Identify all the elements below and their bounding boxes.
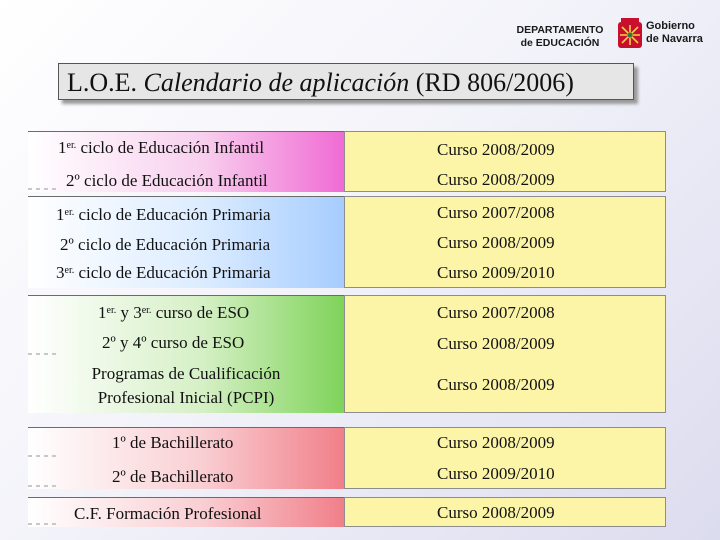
title-prefix: L.O.E. [67,68,144,97]
table-row-label: C.F. Formación Profesional [74,504,262,523]
table-row-label [66,171,268,191]
table-row-label [60,235,270,255]
decorative-dash [28,353,58,355]
logo-line2: de Navarra [646,33,703,45]
row-sup: er. [106,305,117,316]
row-label: ciclo de Educación Infantil [76,138,265,157]
table-row-label [58,138,264,158]
bachillerato-course-cell [344,427,666,489]
department-line1: DEPARTAMENTO [516,24,604,36]
course-value: Curso 2008/2009 [437,334,555,353]
course-value: Curso 2009/2010 [437,464,555,483]
logo-line1: Gobierno [646,20,695,32]
primaria-course-cell [344,196,666,288]
page-title [58,63,634,100]
course-value: Curso 2008/2009 [437,233,555,252]
course-value: Curso 2007/2008 [437,303,555,322]
decorative-dash [28,485,58,487]
primaria-block [28,196,344,288]
row-ordinal: 2º [66,171,80,190]
department-label [508,24,612,50]
fp-block [28,497,344,527]
course-value: Curso 2007/2008 [437,203,555,222]
row-ordinal-sup: er. [64,265,75,276]
pcpi-label-line1: Programas de Cualificación [91,364,281,383]
course-value: Curso 2008/2009 [437,503,555,522]
table-row-label [56,263,271,283]
table-row-label [98,303,249,323]
row-part: y 3 [116,303,142,322]
fp-course-cell [344,497,666,527]
table-row-label [56,205,271,225]
row-ordinal: 3 [56,263,65,282]
title-italic: Calendario de aplicación [143,68,410,97]
course-value: Curso 2008/2009 [437,140,555,159]
bachillerato-block [28,427,344,489]
decorative-dash [28,455,58,457]
infantil-block [28,131,344,192]
row-label: ciclo de Educación Primaria [74,263,271,282]
row-ordinal: 1 [56,205,65,224]
row-ordinal-sup: er. [64,207,75,218]
pcpi-label-line2: Profesional Inicial (PCPI) [97,388,275,407]
decorative-dash [28,188,58,190]
gobierno-navarra-logo [646,20,703,46]
table-row-label: 1º de Bachillerato [112,433,234,452]
row-label: ciclo de Educación Primaria [73,235,271,254]
course-value: Curso 2008/2009 [437,375,555,394]
eso-course-cell [344,295,666,413]
row-part: 1 [98,303,107,322]
course-value: Curso 2008/2009 [437,170,555,189]
course-value: Curso 2008/2009 [437,433,555,452]
table-row-label: 2º de Bachillerato [112,467,234,486]
decorative-dash [28,523,58,525]
row-label: ciclo de Educación Infantil [79,171,268,190]
course-value: Curso 2009/2010 [437,263,555,282]
row-ordinal-sup: er. [66,140,77,151]
row-ordinal: 1 [58,138,67,157]
row-label: ciclo de Educación Primaria [74,205,271,224]
infantil-course-cell [344,131,666,192]
title-suffix: (RD 806/2006) [409,68,574,97]
row-ordinal: 2º [60,235,74,254]
row-part: curso de ESO [151,303,250,322]
table-row-label: 2º y 4º curso de ESO [102,333,245,352]
eso-block [28,295,344,413]
navarra-shield-icon [617,18,643,52]
department-line2: de EDUCACIÓN [520,37,600,49]
row-sup: er. [141,305,152,316]
